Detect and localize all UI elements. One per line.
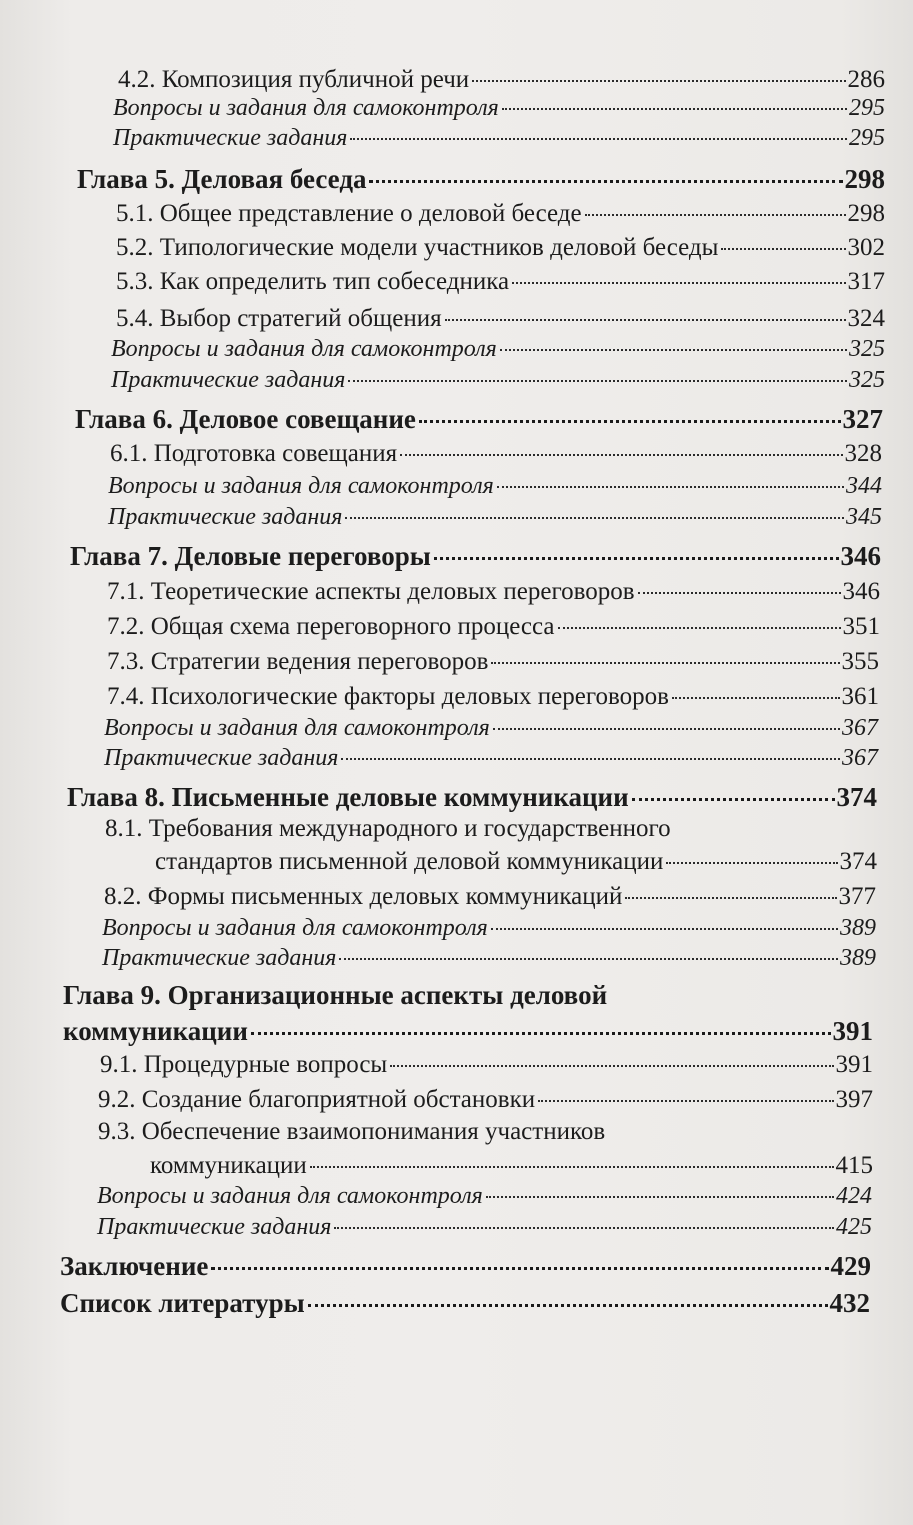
dot-leader <box>310 1166 834 1168</box>
dot-leader <box>350 138 847 140</box>
toc-entry-continuation <box>155 848 877 876</box>
toc-page-number: 424 <box>836 1183 872 1210</box>
toc-section-entry <box>116 234 885 262</box>
toc-page-number: 397 <box>835 1085 873 1113</box>
dot-leader <box>558 627 841 629</box>
toc-section-entry: 9.3. Обеспечение взаимопонимания участников <box>98 1117 606 1145</box>
dot-leader <box>345 517 844 519</box>
dot-leader <box>341 758 840 760</box>
toc-chapter-entry: Глава 9. Организационные аспекты деловой <box>63 979 608 1010</box>
toc-entry-title: Практические задания <box>113 125 348 152</box>
toc-page-number: 389 <box>840 945 876 972</box>
toc-section-entry <box>98 1086 873 1114</box>
toc-chapter-entry <box>67 782 877 813</box>
dot-leader <box>625 897 836 899</box>
toc-section-entry: 8.1. Требования международного и государственного <box>105 814 671 842</box>
toc-entry-title: 8.2. Формы письменных деловых коммуникаций <box>104 882 623 910</box>
toc-page-number: 295 <box>849 125 885 152</box>
toc-entry-title: Глава 6. Деловое совещание <box>75 403 416 434</box>
toc-page-number: 298 <box>844 163 885 194</box>
toc-entry-title: Глава 8. Письменные деловые коммуникации <box>67 781 629 812</box>
toc-page-number: 286 <box>847 65 885 93</box>
toc-exercise-entry <box>113 125 885 152</box>
toc-entry-title: Заключение <box>60 1250 209 1281</box>
toc-entry-title: стандартов письменной деловой коммуникации <box>155 847 664 875</box>
toc-entry-title: Глава 5. Деловая беседа <box>77 163 367 194</box>
toc-entry-title: Вопросы и задания для самоконтроля <box>102 915 488 942</box>
dot-leader <box>339 958 838 960</box>
toc-page-number: 415 <box>835 1151 873 1179</box>
toc-page-number: 295 <box>849 95 885 122</box>
dot-leader <box>211 1267 828 1270</box>
toc-entry-title: 4.2. Композиция публичной речи <box>118 65 470 93</box>
toc-entry-title: 7.1. Теоретические аспекты деловых переговоров <box>107 577 635 605</box>
toc-exercise-entry <box>111 336 885 363</box>
toc-exercise-entry <box>104 745 878 772</box>
toc-chapter-entry <box>70 541 881 572</box>
toc-page-number: 328 <box>844 439 882 467</box>
toc-exercise-entry <box>97 1183 872 1210</box>
toc-entry-title: 5.3. Как определить тип собеседника <box>116 267 510 295</box>
toc-entry-title: коммуникации <box>63 1015 248 1046</box>
toc-section-entry <box>104 883 876 911</box>
toc-entry-title: Практические задания <box>108 504 343 531</box>
toc-page-number: 325 <box>849 367 885 394</box>
dot-leader <box>632 798 835 801</box>
toc-entry-title: Глава 7. Деловые переговоры <box>70 540 431 571</box>
dot-leader <box>348 380 847 382</box>
toc-entry-title: Практические задания <box>111 367 346 394</box>
dot-leader <box>308 1304 828 1307</box>
toc-page-number: 391 <box>832 1015 873 1046</box>
toc-page-number: 344 <box>846 473 882 500</box>
toc-entry-title: Практические задания <box>97 1214 332 1241</box>
toc-section-entry <box>116 305 885 333</box>
dot-leader <box>369 180 842 183</box>
dot-leader <box>502 108 847 110</box>
dot-leader <box>400 454 842 456</box>
toc-page-number: 324 <box>847 304 885 332</box>
toc-page-number: 317 <box>847 267 885 295</box>
toc-exercise-entry <box>102 945 876 972</box>
toc-entry-title: 5.4. Выбор стратегий общения <box>116 304 442 332</box>
toc-chapter-entry <box>77 164 885 195</box>
toc-page-number: 325 <box>849 336 885 363</box>
toc-entry-continuation <box>63 1016 873 1047</box>
toc-entry-continuation <box>150 1152 873 1180</box>
dot-leader <box>419 420 841 423</box>
toc-page-number: 377 <box>838 882 876 910</box>
toc-entry-title: 7.3. Стратегии ведения переговоров <box>107 647 489 675</box>
toc-page-number: 367 <box>842 745 878 772</box>
toc-page-number: 432 <box>829 1287 870 1318</box>
dot-leader <box>390 1065 833 1067</box>
toc-entry-title: 5.2. Типологические модели участников деловой беседы <box>116 233 719 261</box>
dot-leader <box>491 662 839 664</box>
toc-page-number: 346 <box>842 577 880 605</box>
toc-chapter-entry <box>75 404 883 435</box>
toc-page-number: 374 <box>836 781 877 812</box>
dot-leader <box>512 282 845 284</box>
dot-leader <box>585 214 846 216</box>
toc-entry-title: Вопросы и задания для самоконтроля <box>97 1183 483 1210</box>
dot-leader <box>486 1196 834 1198</box>
dot-leader <box>538 1100 833 1102</box>
dot-leader <box>638 592 841 594</box>
dot-leader <box>434 557 839 560</box>
dot-leader <box>491 928 838 930</box>
toc-entry-title: 6.1. Подготовка совещания <box>110 439 398 467</box>
toc-exercise-entry <box>102 915 876 942</box>
toc-page-number: 367 <box>842 715 878 742</box>
toc-section-entry <box>107 613 880 641</box>
toc-exercise-entry <box>108 504 882 531</box>
dot-leader <box>672 697 840 699</box>
toc-exercise-entry <box>108 473 882 500</box>
dot-leader <box>493 728 840 730</box>
toc-page-number: 391 <box>835 1050 873 1078</box>
toc-page-number: 355 <box>841 647 879 675</box>
toc-exercise-entry <box>113 95 885 122</box>
toc-section-entry <box>107 683 879 711</box>
toc-page-number: 298 <box>847 199 885 227</box>
toc-page-number: 361 <box>841 682 879 710</box>
toc-entry-title: Вопросы и задания для самоконтроля <box>113 95 499 122</box>
toc-page-number: 429 <box>830 1250 871 1281</box>
toc-section-entry <box>107 648 879 676</box>
toc-page-number: 374 <box>839 847 877 875</box>
dot-leader <box>721 248 845 250</box>
toc-page-number: 345 <box>846 504 882 531</box>
toc-entry-title: 5.1. Общее представление о деловой беседе <box>116 199 582 227</box>
toc-section-entry <box>107 578 880 606</box>
toc-page-number: 389 <box>840 915 876 942</box>
toc-entry-title: 7.2. Общая схема переговорного процесса <box>107 612 555 640</box>
toc-page-number: 346 <box>840 540 881 571</box>
toc-entry-title: 7.4. Психологические факторы деловых переговоров <box>107 682 669 710</box>
dot-leader <box>251 1032 831 1035</box>
toc-entry-title: Вопросы и задания для самоконтроля <box>104 715 490 742</box>
dot-leader <box>334 1227 834 1229</box>
dot-leader <box>497 486 844 488</box>
toc-exercise-entry <box>104 715 878 742</box>
toc-entry-title: 9.1. Процедурные вопросы <box>100 1050 388 1078</box>
toc-entry-title: коммуникации <box>150 1151 307 1179</box>
toc-entry-title: Практические задания <box>102 945 337 972</box>
toc-exercise-entry <box>97 1214 872 1241</box>
toc-chapter-entry <box>60 1251 871 1282</box>
toc-section-entry <box>110 440 882 468</box>
toc-entry-title: Список литературы <box>60 1287 305 1318</box>
toc-entry-title: Практические задания <box>104 745 339 772</box>
toc-page-number: 327 <box>842 403 883 434</box>
toc-page-number: 302 <box>847 233 885 261</box>
toc-entry-title: Вопросы и задания для самоконтроля <box>108 473 494 500</box>
toc-section-entry <box>116 268 885 296</box>
dot-leader <box>445 319 846 321</box>
toc-entry-title: 9.2. Создание благоприятной обстановки <box>98 1085 536 1113</box>
toc-section-entry <box>118 66 885 94</box>
toc-page-number: 351 <box>842 612 880 640</box>
toc-chapter-entry <box>60 1288 870 1319</box>
toc-exercise-entry <box>111 367 885 394</box>
toc-entry-title: Вопросы и задания для самоконтроля <box>111 336 497 363</box>
dot-leader <box>666 862 837 864</box>
toc-page-number: 425 <box>836 1214 872 1241</box>
dot-leader <box>500 349 847 351</box>
dot-leader <box>472 80 845 82</box>
toc-section-entry <box>116 200 885 228</box>
toc-section-entry <box>100 1051 873 1079</box>
